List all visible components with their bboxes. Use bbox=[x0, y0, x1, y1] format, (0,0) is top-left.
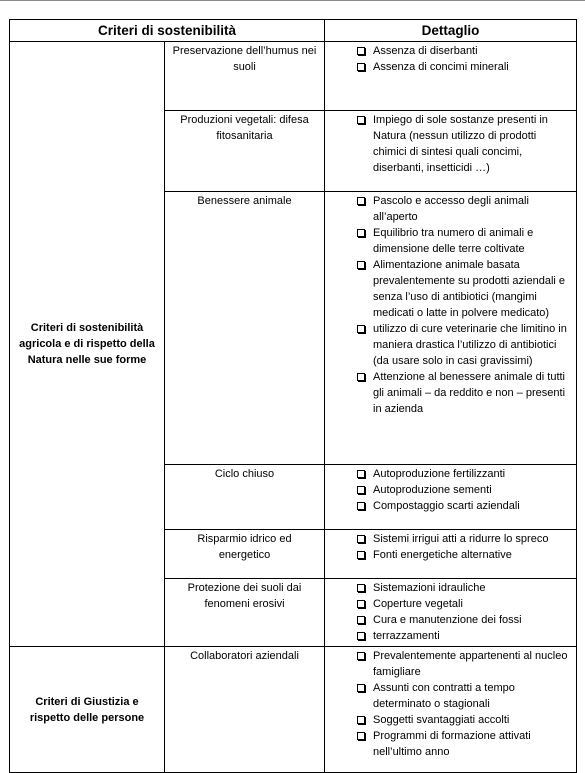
list-item: Fonti energetiche alternative bbox=[325, 547, 570, 563]
subcategory-cell: Ciclo chiuso bbox=[165, 465, 325, 530]
checkbox-bullet-icon bbox=[357, 616, 365, 624]
detail-list bbox=[325, 43, 570, 75]
top-rule bbox=[0, 0, 585, 1]
criteria-table bbox=[9, 19, 577, 773]
detail-list bbox=[325, 531, 570, 563]
detail-list bbox=[325, 193, 570, 417]
checkbox-bullet-icon bbox=[357, 197, 365, 205]
detail-list bbox=[325, 466, 570, 514]
header-row bbox=[10, 20, 577, 42]
category-cell: Criteri di sostenibilità agricola e di rispetto della Natura nelle sue forme bbox=[10, 42, 165, 647]
subcategory-cell: Preservazione dell’humus nei suoli bbox=[165, 42, 325, 111]
list-item: Sistemazioni idrauliche bbox=[325, 580, 570, 596]
detail-cell bbox=[325, 579, 577, 647]
list-item: Prevalentemente appartenenti al nucleo famigliare bbox=[325, 648, 570, 680]
detail-list bbox=[325, 648, 570, 760]
checkbox-bullet-icon bbox=[357, 684, 365, 692]
checkbox-bullet-icon bbox=[357, 632, 365, 640]
list-item: Programmi di formazione attivati nell’ultimo anno bbox=[325, 728, 570, 760]
list-item: Cura e manutenzione dei fossi bbox=[325, 612, 570, 628]
list-item: Sistemi irrigui atti a ridurre lo spreco bbox=[325, 531, 570, 547]
subcategory-cell: Benessere animale bbox=[165, 192, 325, 465]
list-item: Assenza di diserbanti bbox=[325, 43, 570, 59]
list-item: Equilibrio tra numero di animali e dimensione delle terre coltivate bbox=[325, 225, 570, 257]
checkbox-bullet-icon bbox=[357, 732, 365, 740]
subcategory-cell: Collaboratori aziendali bbox=[165, 647, 325, 773]
table-body bbox=[10, 42, 577, 773]
checkbox-bullet-icon bbox=[357, 116, 365, 124]
list-item: Assunti con contratti a tempo determinato o stagionali bbox=[325, 680, 570, 712]
detail-list bbox=[325, 112, 570, 176]
checkbox-bullet-icon bbox=[357, 486, 365, 494]
detail-cell bbox=[325, 111, 577, 192]
checkbox-bullet-icon bbox=[357, 63, 365, 71]
list-item: Assenza di concimi minerali bbox=[325, 59, 570, 75]
checkbox-bullet-icon bbox=[357, 325, 365, 333]
list-item: Autoproduzione fertilizzanti bbox=[325, 466, 570, 482]
checkbox-bullet-icon bbox=[357, 229, 365, 237]
table-row bbox=[10, 42, 577, 111]
checkbox-bullet-icon bbox=[357, 47, 365, 55]
subcategory-cell: Produzioni vegetali: difesa fitosanitaria bbox=[165, 111, 325, 192]
list-item: Soggetti svantaggiati accolti bbox=[325, 712, 570, 728]
list-item: Attenzione al benessere animale di tutti gli animali – da reddito e non – presenti in azienda bbox=[325, 369, 570, 417]
checkbox-bullet-icon bbox=[357, 551, 365, 559]
checkbox-bullet-icon bbox=[357, 716, 365, 724]
checkbox-bullet-icon bbox=[357, 261, 365, 269]
detail-cell bbox=[325, 647, 577, 773]
checkbox-bullet-icon bbox=[357, 652, 365, 660]
list-item: Autoproduzione sementi bbox=[325, 482, 570, 498]
checkbox-bullet-icon bbox=[357, 470, 365, 478]
detail-list bbox=[325, 580, 570, 644]
table-row bbox=[10, 647, 577, 773]
subcategory-cell: Protezione dei suoli dai fenomeni erosivi bbox=[165, 579, 325, 647]
header-criteria: Criteri di sostenibilità bbox=[10, 20, 325, 42]
checkbox-bullet-icon bbox=[357, 584, 365, 592]
category-cell: Criteri di Giustizia e rispetto delle persone bbox=[10, 647, 165, 773]
header-detail: Dettaglio bbox=[325, 20, 577, 42]
subcategory-cell: Risparmio idrico ed energetico bbox=[165, 530, 325, 579]
list-item: terrazzamenti bbox=[325, 628, 570, 644]
list-item: utilizzo di cure veterinarie che limitino in maniera drastica l’utilizzo di antibiotici (da usare solo in casi gravissimi) bbox=[325, 321, 570, 369]
list-item: Alimentazione animale basata prevalentemente su prodotti aziendali e senza l’uso di antibiotici (mangimi medicati o latte in polvere medicato) bbox=[325, 257, 570, 321]
detail-cell bbox=[325, 192, 577, 465]
list-item: Coperture vegetali bbox=[325, 596, 570, 612]
detail-cell bbox=[325, 465, 577, 530]
detail-cell bbox=[325, 42, 577, 111]
checkbox-bullet-icon bbox=[357, 535, 365, 543]
list-item: Pascolo e accesso degli animali all’aperto bbox=[325, 193, 570, 225]
list-item: Impiego di sole sostanze presenti in Natura (nessun utilizzo di prodotti chimici di sintesi quali concimi, diserbanti, insetticidi …) bbox=[325, 112, 570, 176]
list-item: Compostaggio scarti aziendali bbox=[325, 498, 570, 514]
checkbox-bullet-icon bbox=[357, 600, 365, 608]
detail-cell bbox=[325, 530, 577, 579]
checkbox-bullet-icon bbox=[357, 373, 365, 381]
checkbox-bullet-icon bbox=[357, 502, 365, 510]
